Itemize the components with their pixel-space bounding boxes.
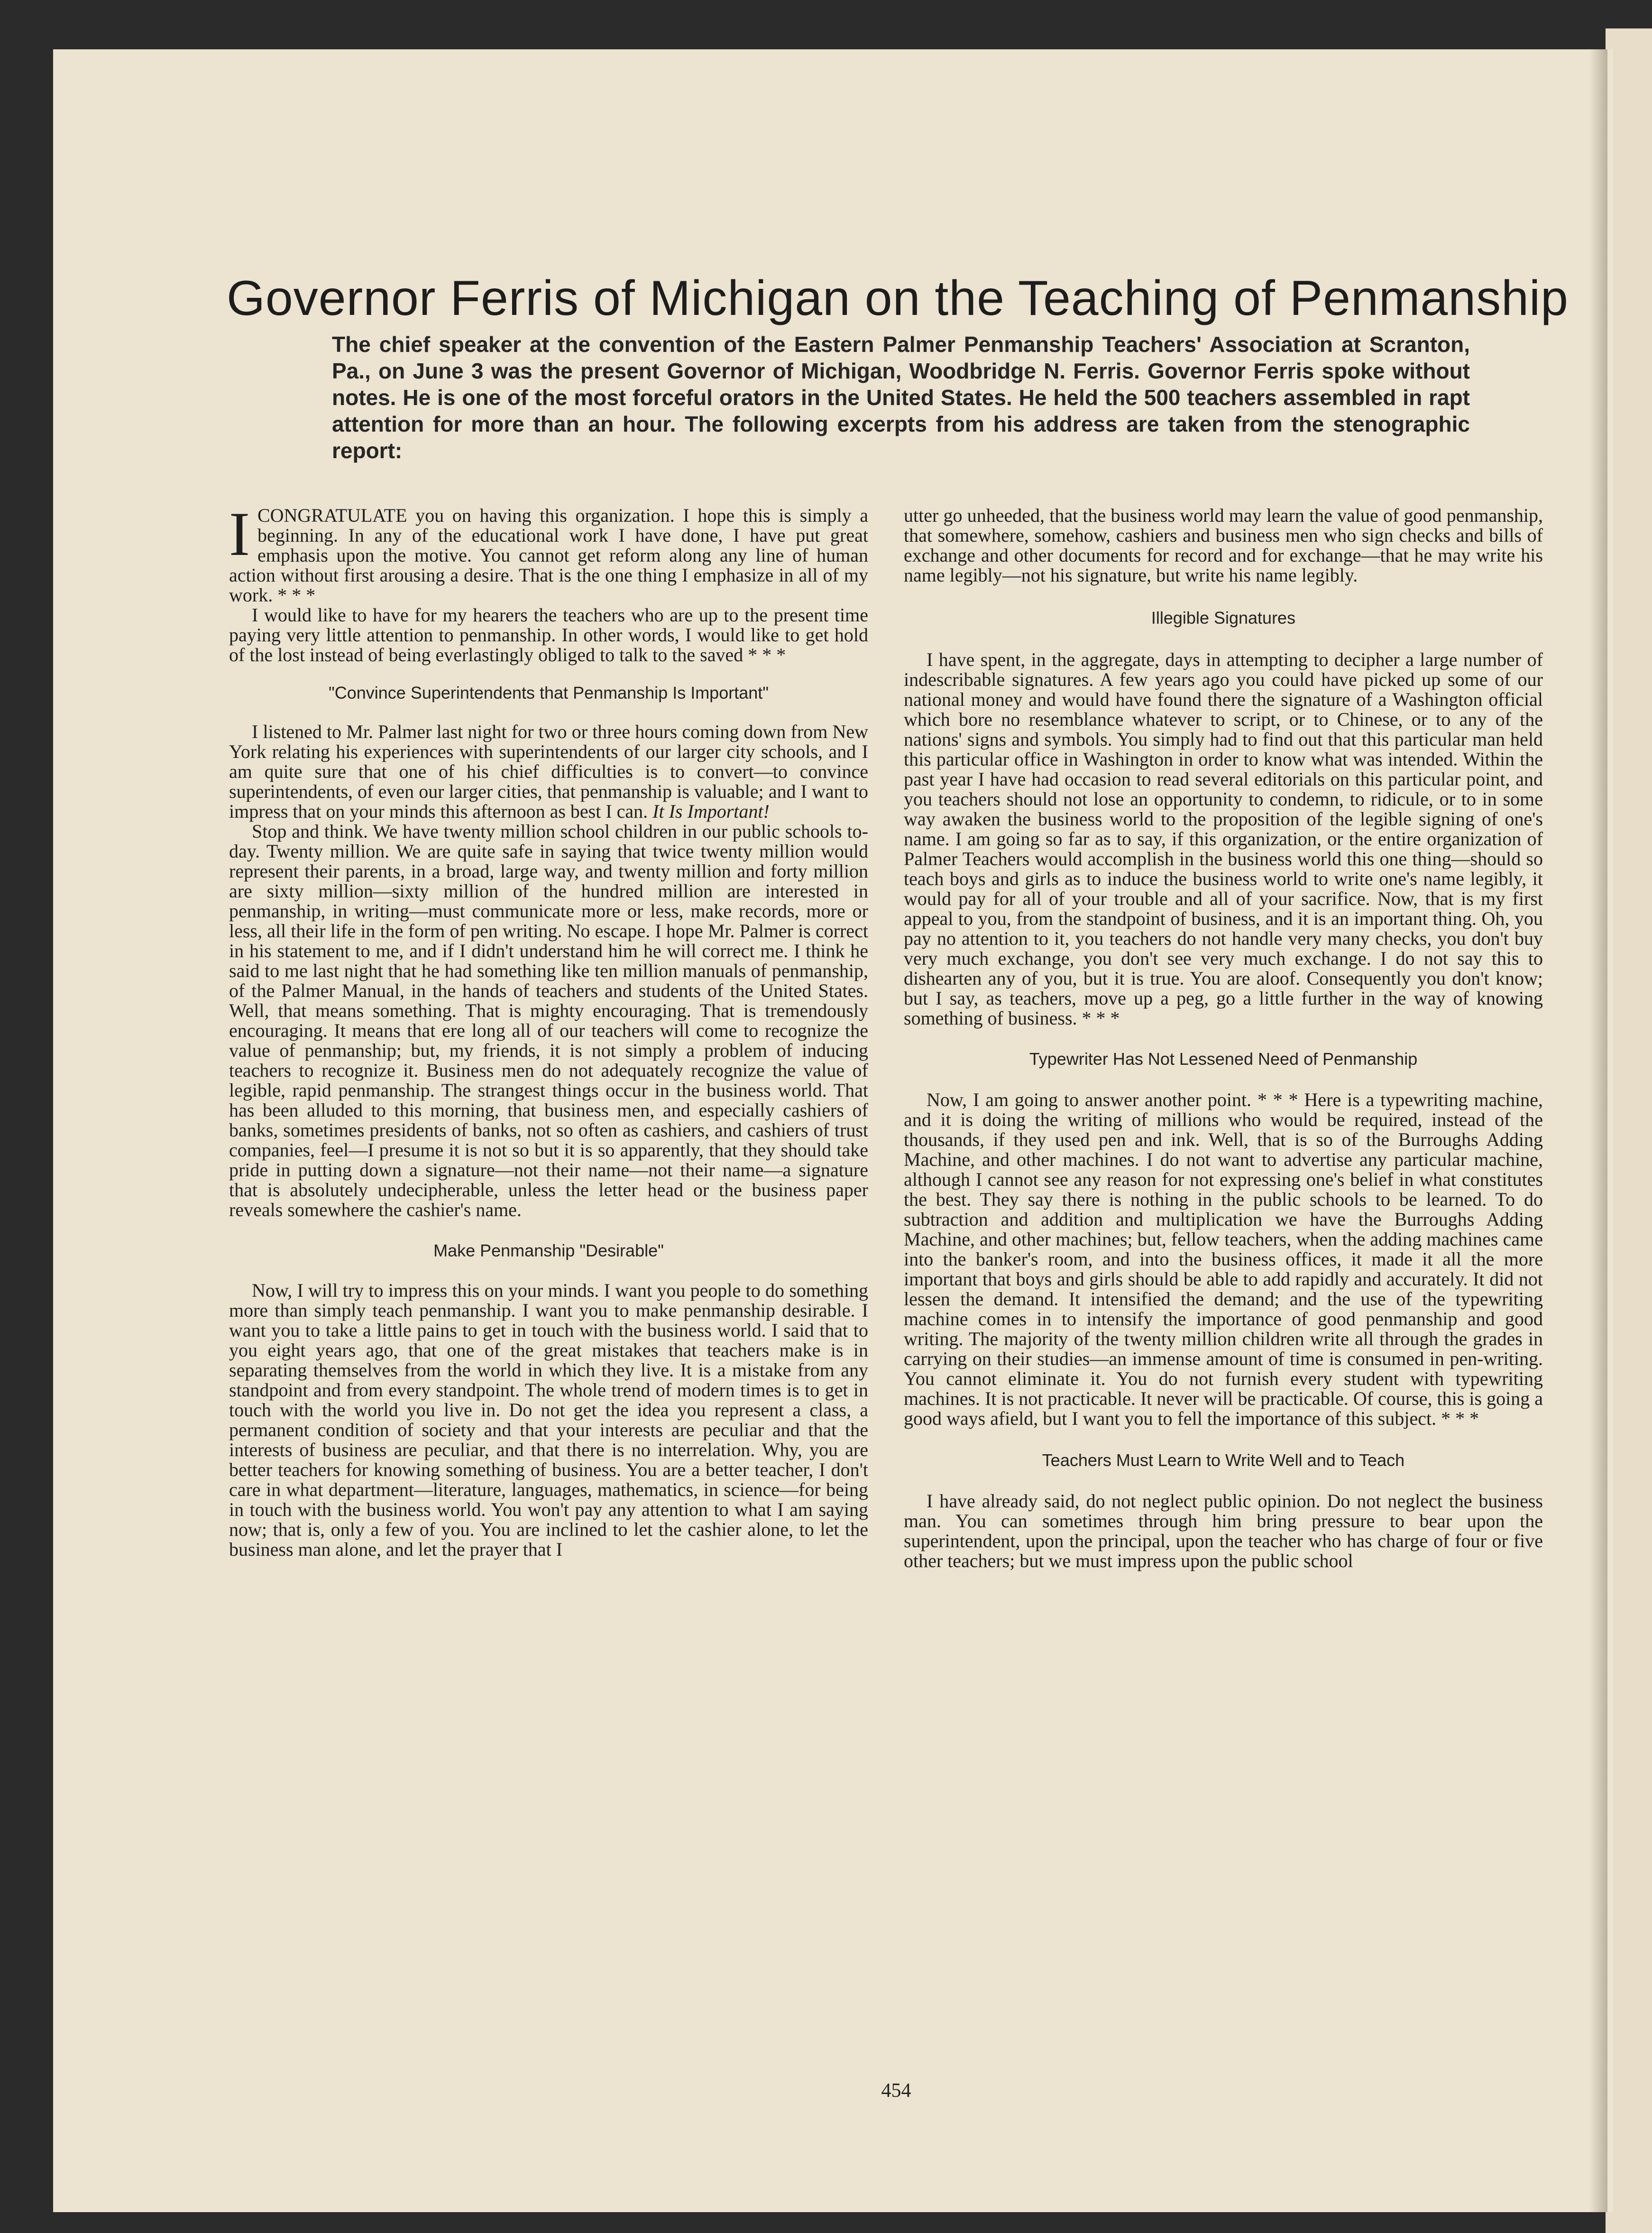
- binding-shadow: [1589, 49, 1607, 2212]
- opening-paragraph: [229, 499, 868, 606]
- section-heading: Illegible Signatures: [1151, 608, 1296, 627]
- opening-text: CONGRATULATE you on having this organization. I hope this is simply a beginning. In any of the educational work I have done, I have put great emphasis upon the motive. You cannot get reform along any line of human action without first arousing a desire. That is the one thing I emphasize in all of my work. * * *: [229, 505, 868, 606]
- left-column: [229, 499, 868, 1560]
- paragraph: Now, I am going to answer another point. * * * Here is a typewriting machine, and it is doing the writing of millions who would be required, instead of the thousands, if they used pen and ink. Well, that is so of the Burroughs Adding Machine, and other machines. I do not want to advertise any particular machine, although I cannot see any reason for not expressing one's belief in what constitutes the best. They say there is nothing in the public schools to be learned. To do subtraction and addition and multiplication we have the Burroughs Adding Machine, and other machines; but, fellow teachers, when the adding machines came into the banker's room, and into the business offices, it made it all the more important that boys and girls should be able to add rapidly and accurately. It did not lessen the demand. It intensified the demand; and the use of the typewriting machine comes in to intensify the importance of good penmanship and good writing. The majority of the twenty million children write all through the grades in carrying on their studies—an immense amount of time is consumed in pen-writing. You cannot eliminate it. You do not furnish every student with typewriting machines. It is not practicable. It never will be practicable. Of course, this is going a good ways afield, but I want you to fell the importance of this subject. * * *: [904, 1089, 1543, 1429]
- page-number: 454: [881, 2080, 911, 2102]
- right-column: [904, 506, 1543, 1571]
- paragraph: Now, I will try to impress this on your minds. I want you people to do something more than simply teach penmanship. I want you to make penmanship desirable. I want you to take a little pains to get in touch with the business world. I said that to you eight years ago, that one of the great mistakes that teachers make is in separating themselves from the world in which they live. It is a mistake from any standpoint and from every standpoint. The whole trend of modern times is to get in touch with the world you live in. Do not get the idea you represent a class, a permanent condition of society and that your interests are peculiar and that the interests of business are peculiar, and that there is no interrelation. Why, you are better teachers for knowing something of business. You are a better teacher, I don't care in what department—literature, languages, mathematics, in science—for being in touch with the business world. You won't pay any attention to what I am saying now; that is, only a few of you. You are inclined to let the cashier alone, to let the business man alone, and let the prayer that I: [229, 1280, 868, 1560]
- article-title: Governor Ferris of Michigan on the Teaching of Penmanship: [227, 271, 1569, 326]
- paragraph: [229, 722, 868, 821]
- paragraph: I have spent, in the aggregate, days in attempting to decipher a large number of indescribable signatures. A few years ago you could have picked up some of our national money and would have found there the signature of a Washington official which bore no resemblance whatever to script, or to Chinese, or to any of the nations' signs and symbols. You simply had to find out that this particular man held this particular office in Washington in order to know what was intended. Within the past year I have had occasion to read several editorials on this particular point, and you teachers should not lose an opportunity to condemn, to ridicule, or to in some way awaken the business world to the proposition of the legible signing of one's name. I am going so far as to say, if this organization, or the entire organization of Palmer Teachers would accomplish in the business world this one thing—should so teach boys and girls as to induce the business world to write one's name legibly, it would pay for all of your trouble and all of your sacrifice. Now, that is my first appeal to you, from the standpoint of business, and it is an important thing. Oh, you pay no attention to it, you teachers do not handle very many checks, you don't buy very much exchange, you don't see very much exchange. I do not say this to dishearten any of you, but it is true. You are aloof. Consequently you don't know; but I say, as teachers, move up a peg, go a little further in the way of knowing something of business. * * *: [904, 649, 1543, 1029]
- emphasis-text: It Is Important!: [652, 801, 770, 822]
- section-heading: "Convince Superintendents that Penmanship Is Important": [328, 683, 769, 702]
- section-heading: Make Penmanship "Desirable": [433, 1241, 664, 1260]
- paragraph: Stop and think. We have twenty million school children in our public schools to-day. Twenty million. We are quite safe in saying that twice twenty million would represent their parents, in a broad, large way, and twenty million and forty million are sixty million—sixty million of the hundred million are interested in penmanship, in writing—must communicate more or less, make records, more or less, all their life in the form of pen writing. No escape. I hope Mr. Palmer is correct in his statement to me, and if I didn't understand him he will correct me. I think he said to me last night that he had something like ten million manuals of penmanship, of the Palmer Manual, in the hands of teachers and students of the United States. Well, that means something. That is mighty encouraging. That is tremendously encouraging. It means that ere long all of our teachers will come to recognize the value of penmanship; but, my friends, it is not simply a problem of inducing teachers to recognize it. Business men do not adequately recognize the value of legible, rapid penmanship. The strangest things occur in the business world. That has been alluded to this morning, that business men, and especially cashiers of banks, sometimes presidents of banks, not so often as cashiers, and cashiers of trust companies, feel—I presume it is not so but it is so apparently, that they should take pride in putting down a signature—not their name—not their name—a signature that is absolutely undecipherable, unless the letter head or the business paper reveals somewhere the cashier's name.: [229, 821, 868, 1220]
- section-heading: Teachers Must Learn to Write Well and to Teach: [1042, 1450, 1405, 1470]
- article-intro: The chief speaker at the convention of the Eastern Palmer Penmanship Teachers' Association at Scranton, Pa., on June 3 was the present Governor of Michigan, Woodbridge N. Ferris. Governor Ferris spoke without notes. He is one of the most forceful orators in the United States. He held the 500 teachers assembled in rapt attention for more than an hour. The following excerpts from his address are taken from the stenographic report:: [332, 332, 1470, 463]
- paragraph: I have already said, do not neglect public opinion. Do not neglect the business man. You can sometimes through him bring pressure to bear upon the superintendent, upon the principal, upon the teacher who has charge of four or five other teachers; but we must impress upon the public school: [904, 1490, 1543, 1571]
- paragraph: utter go unheeded, that the business world may learn the value of good penmanship, that somewhere, somehow, cashiers and business men who sign checks and bills of exchange and other documents for record and for exchange—that he may write his name legibly—not his signature, but write his name legibly.: [904, 505, 1543, 586]
- drop-cap: I: [229, 499, 250, 569]
- paragraph: I would like to have for my hearers the teachers who are up to the present time paying very little attention to penmanship. In other words, I would like to get hold of the lost instead of being everlastingly obliged to talk to the saved * * *: [229, 604, 868, 665]
- section-heading: Typewriter Has Not Lessened Need of Penmanship: [1029, 1049, 1418, 1069]
- paragraph-text: I listened to Mr. Palmer last night for two or three hours coming down from New York relating his experiences with superintendents of our larger city schools, and I am quite sure that one of his chief difficulties is to convert—to convince superintendents, of even our larger cities, that penmanship is valuable; and I want to impress that on your minds this afternoon as best I can.: [229, 721, 868, 822]
